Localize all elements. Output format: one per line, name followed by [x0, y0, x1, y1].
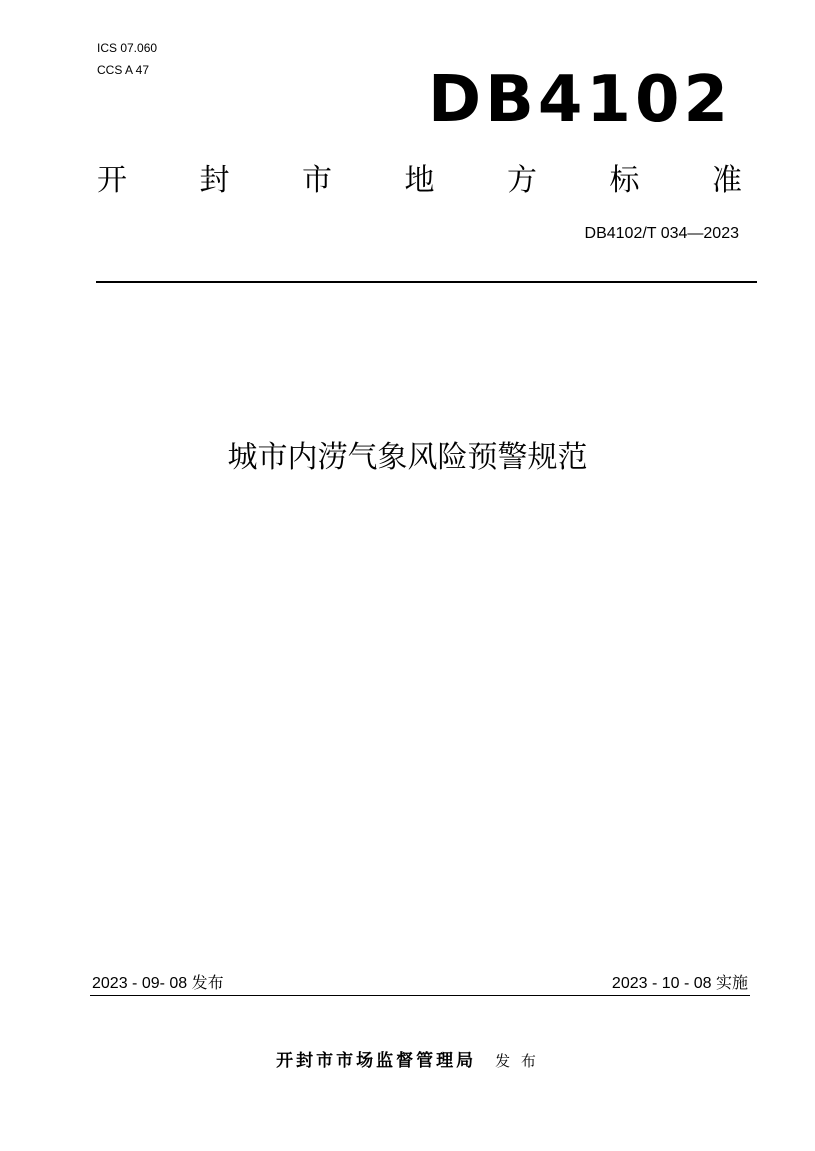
document-title: 城市内涝气象风险预警规范	[227, 440, 588, 475]
standard-type-char: 市	[302, 163, 332, 198]
header-divider	[96, 281, 757, 283]
standard-type-char: 开	[97, 163, 127, 198]
standard-series-code: DB4102	[427, 63, 732, 137]
standard-type-char: 方	[507, 163, 537, 198]
implementation-date: 2023 - 10 - 08 实施	[611, 975, 748, 992]
publisher-name: 开封市市场监督管理局	[276, 1051, 477, 1071]
standard-type-heading	[97, 163, 742, 199]
standard-type-char: 准	[712, 163, 742, 198]
standard-type-char: 地	[404, 163, 435, 198]
footer-divider	[90, 995, 750, 996]
ics-code: ICS 07.060	[97, 41, 158, 55]
publisher-line	[0, 1049, 815, 1073]
publisher-verb: 发 布	[495, 1052, 539, 1070]
standard-type-char: 封	[199, 163, 230, 198]
ccs-code: CCS A 47	[97, 63, 150, 77]
standard-type-char: 标	[609, 163, 640, 198]
issue-date: 2023 - 09- 08 发布	[92, 975, 224, 992]
standard-number: DB4102/T 034—2023	[584, 225, 739, 242]
